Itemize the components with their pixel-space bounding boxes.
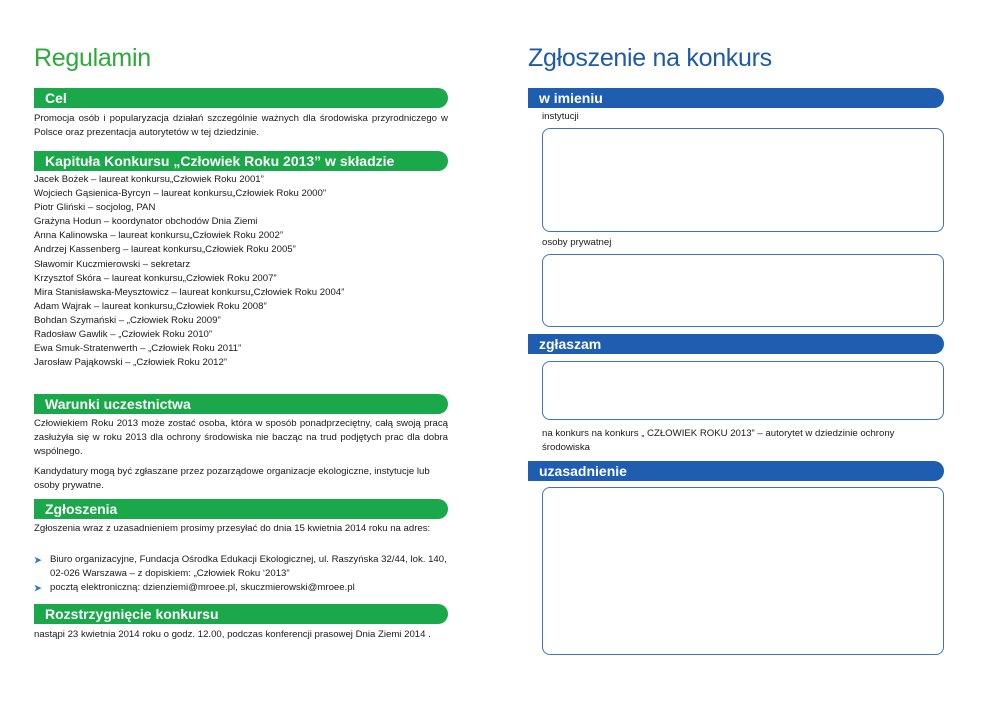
- zgloszenia-intro: Zgłoszenia wraz z uzasadnieniem prosimy przesyłać do dnia 15 kwietnia 2014 roku na adres:: [34, 523, 431, 534]
- list-item: Anna Kalinowska – laureat konkursu„Człowiek Roku 2002”: [34, 230, 284, 242]
- chevron-right-icon: ➤: [34, 583, 42, 593]
- institution-input-box[interactable]: [542, 128, 944, 232]
- section-header-zglaszam: zgłaszam: [528, 334, 944, 354]
- list-item: Mira Stanisławska-Meysztowicz – laureat konkursu„Człowiek Roku 2004”: [34, 286, 345, 298]
- list-item: Sławomir Kuczmierowski – sekretarz: [34, 258, 191, 270]
- list-item: Adam Wajrak – laureat konkursu„Człowiek Roku 2008”: [34, 300, 267, 312]
- chevron-right-icon: ➤: [34, 555, 42, 565]
- list-item: Ewa Smuk-Stratenwerth – „Człowiek Roku 2011”: [34, 343, 242, 355]
- label-osoby-prywatnej: osoby prywatnej: [542, 237, 612, 248]
- rozstrzygniecie-text: nastąpi 23 kwietnia 2014 roku o godz. 12.00, podczas konferencji prasowej Dnia Ziemi 2014 .: [34, 629, 431, 640]
- list-item: Radosław Gawlik – „Człowiek Roku 2010”: [34, 329, 213, 341]
- list-item: Krzysztof Skóra – laureat konkursu„Człowiek Roku 2007”: [34, 272, 277, 284]
- justification-input-box[interactable]: [542, 487, 944, 655]
- bullet-text: Biuro organizacyjne, Fundacja Ośrodka Edukacji Ekologicznej, ul. Raszyńska 32/44, lok. 140, 02-026 Warszawa – z dopiskiem: „Człowiek Roku ‘2013”: [50, 554, 447, 579]
- zgloszenia-bullet-list: [34, 553, 448, 595]
- section-header-w-imieniu: w imieniu: [528, 88, 944, 108]
- kapitula-members-list: [34, 173, 448, 370]
- bullet-text: pocztą elektroniczną: dzienziemi@mroee.pl, skuczmierowski@mroee.pl: [50, 582, 355, 593]
- section-header-cel: Cel: [34, 88, 448, 108]
- list-item: Andrzej Kassenberg – laureat konkursu„Człowiek Roku 2005”: [34, 244, 296, 256]
- list-item: Grażyna Hodun – koordynator obchodów Dnia Ziemi: [34, 216, 258, 228]
- list-item: Jarosław Pająkowski – „Człowiek Roku 2012”: [34, 357, 228, 369]
- cel-text: Promocja osób i popularyzacja działań szczególnie ważnych dla środowiska przyrodniczego w Polsce oraz prezentacja autorytetów w tej dziedzinie.: [34, 113, 448, 138]
- section-header-zgloszenia: Zgłoszenia: [34, 499, 448, 519]
- list-item: [34, 581, 448, 595]
- label-instytucji: instytucji: [542, 111, 579, 122]
- section-header-rozstrzygniecie: Rozstrzygnięcie konkursu: [34, 604, 448, 624]
- section-header-uzasadnienie: uzasadnienie: [528, 461, 944, 481]
- list-item: [34, 553, 448, 581]
- warunki-paragraph-2: Kandydatury mogą być zgłaszane przez pozarządowe organizacje ekologiczne, instytucje lub osoby prywatne.: [34, 466, 430, 491]
- nominee-input-box[interactable]: [542, 361, 944, 420]
- zglaszam-note: na konkurs na konkurs „ CZŁOWIEK ROKU 2013” – autorytet w dziedzinie ochrony środowiska: [542, 428, 895, 453]
- warunki-paragraph-1: Człowiekiem Roku 2013 może zostać osoba, która w sposób ponadprzeciętny, całą swoją pracą zasłużyła się w roku 2013 dla ochrony środowiska nie bacząc na trud podjętych prac dla dobra wspólnego.: [34, 418, 448, 457]
- list-item: Piotr Gliński – socjolog, PAN: [34, 202, 156, 214]
- list-item: Bohdan Szymański – „Człowiek Roku 2009”: [34, 314, 221, 326]
- regulamin-title: Regulamin: [34, 44, 151, 72]
- list-item: Wojciech Gąsienica-Byrcyn – laureat konkursu„Człowiek Roku 2000”: [34, 188, 327, 200]
- section-header-kapitula: Kapituła Konkursu „Człowiek Roku 2013” w składzie: [34, 151, 448, 171]
- zgloszenie-title: Zgłoszenie na konkurs: [528, 44, 772, 72]
- private-person-input-box[interactable]: [542, 254, 944, 327]
- list-item: Jacek Bożek – laureat konkursu„Człowiek Roku 2001”: [34, 174, 264, 185]
- section-header-warunki: Warunki uczestnictwa: [34, 394, 448, 414]
